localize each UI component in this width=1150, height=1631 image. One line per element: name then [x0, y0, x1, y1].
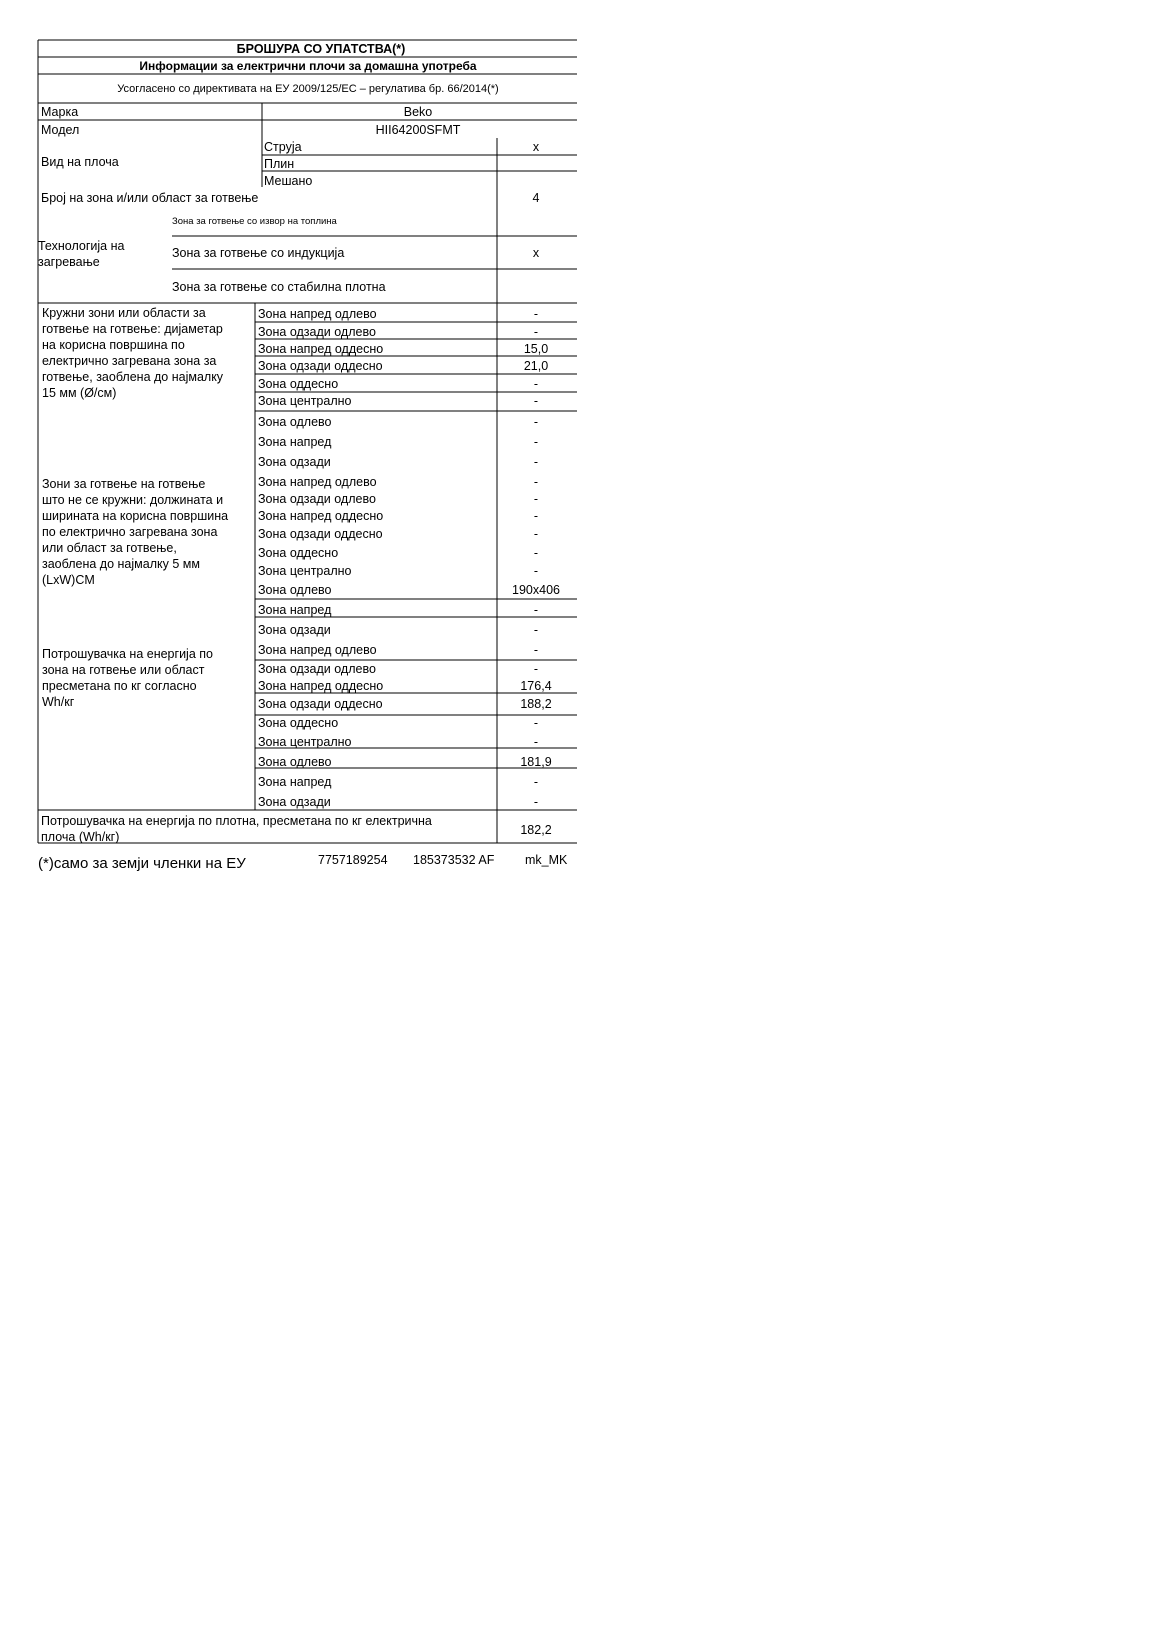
circular-row-value: - [533, 435, 539, 449]
noncircular-row-value: - [533, 492, 539, 506]
energy-zone-row-zone: Зона напред [258, 775, 332, 789]
footer-note: (*)само за земји членки на ЕУ [38, 855, 246, 872]
noncircular-row-zone: Зона напред [258, 603, 332, 617]
noncircular-zones-label [42, 477, 232, 587]
noncircular-row-zone: Зона одзади оддесно [258, 527, 383, 541]
circular-row-value: - [533, 325, 539, 339]
circular-row-value: 15,0 [523, 342, 549, 356]
noncircular-row-value: - [533, 509, 539, 523]
energy-zone-label-line: зона на готвење или област [42, 663, 205, 677]
compliance-note: Усогласено со директивата на ЕУ 2009/125/EC – регулатива бр. 66/2014(*) [117, 83, 499, 95]
energy-hob-value: 182,2 [520, 823, 552, 837]
noncircular-row-zone: Зона напред одлево [258, 475, 377, 489]
energy-zone-row-value: 176,4 [520, 679, 552, 693]
circular-row-value: - [533, 415, 539, 429]
circular-row-value: 21,0 [523, 359, 549, 373]
circular-row-zone: Зона одлево [258, 415, 332, 429]
noncircular-zones-label-line: (LxW)CM [42, 573, 95, 587]
noncircular-row-value: - [533, 546, 539, 560]
noncircular-zones-label-line: заоблена до најмалку 5 мм [42, 557, 200, 571]
heating-tech-label-line: Технологија на [38, 239, 125, 253]
circular-zones-label-line: готвење на готвење: дијаметар [42, 322, 223, 336]
energy-hob-label-line: Потрошувачка на енергија по плотна, пресметана по кг електрична [41, 814, 432, 828]
circular-row-zone: Зона напред [258, 435, 332, 449]
circular-zones-label [42, 306, 227, 400]
energy-zone-label-line: пресметана по кг согласно [42, 679, 197, 693]
noncircular-row-value: - [533, 603, 539, 617]
circular-row-zone: Зона централно [258, 394, 352, 408]
noncircular-zones-label-line: или област за готвење, [42, 541, 177, 555]
circular-row-zone: Зона одзади одлево [258, 325, 376, 339]
circular-row-value: - [533, 394, 539, 408]
noncircular-row-zone: Зона оддесно [258, 546, 339, 560]
circular-row-value: - [533, 377, 539, 391]
heating-tech-induction-value: x [532, 246, 540, 260]
heating-tech-solidplate-label: Зона за готвење со стабилна плотна [172, 280, 386, 294]
energy-hob-label-line: плоча (Wh/кг) [41, 830, 120, 844]
circular-row-value: - [533, 455, 539, 469]
sheet-subtitle: Информации за електрични плочи за домашна употреба [139, 59, 477, 73]
energy-hob-label [41, 814, 435, 844]
circular-zones-label-line: на корисна површина по [42, 338, 185, 352]
noncircular-zones-label-line: што не се кружни: должината и [42, 493, 224, 507]
energy-zone-row-zone: Зона одзади одлево [258, 662, 376, 676]
hob-type-electric-label: Струја [264, 140, 302, 154]
hob-type-label: Вид на плоча [41, 155, 119, 169]
energy-zone-row-zone: Зона напред оддесно [258, 679, 384, 693]
energy-zone-row-value: - [533, 775, 539, 789]
noncircular-row-zone: Зона напред оддесно [258, 509, 384, 523]
heating-tech-radiant-label: Зона за готвење со извор на топлина [172, 216, 337, 227]
zone-count-label: Број на зона и/или област за готвење [41, 191, 259, 205]
energy-zone-row-zone: Зона оддесно [258, 716, 339, 730]
circular-zones-label-line: готвење, заоблена до најмалку [42, 370, 224, 384]
energy-zone-row-value: - [533, 643, 539, 657]
noncircular-zones-label-line: ширината на корисна површина [42, 509, 229, 523]
energy-zone-label-line: Wh/кг [42, 695, 75, 709]
energy-zone-label-line: Потрошувачка на енергија по [42, 647, 213, 661]
heating-tech-induction-label: Зона за готвење со индукција [172, 246, 345, 260]
circular-row-zone: Зона одзади [258, 455, 331, 469]
circular-row-zone: Зона оддесно [258, 377, 339, 391]
model-value: HII64200SFMT [375, 123, 461, 137]
noncircular-row-zone: Зона одлево [258, 583, 332, 597]
footer-code1: 7757189254 [318, 853, 388, 867]
energy-zone-label [42, 647, 216, 709]
energy-zone-row-value: - [533, 716, 539, 730]
noncircular-zones-label-line: по електрично загревана зона [42, 525, 218, 539]
energy-zone-row-value: - [533, 735, 539, 749]
noncircular-zones-label-line: Зони за готвење на готвење [42, 477, 206, 491]
noncircular-row-value: - [533, 564, 539, 578]
energy-zone-row-value: - [533, 795, 539, 809]
noncircular-row-zone: Зона централно [258, 564, 352, 578]
heating-tech-label [38, 239, 128, 269]
energy-zone-row-zone: Зона одлево [258, 755, 332, 769]
circular-row-zone: Зона одзади оддесно [258, 359, 383, 373]
hob-type-mixed-label: Мешано [264, 174, 313, 188]
zone-count-value: 4 [532, 191, 540, 205]
footer-locale: mk_MK [525, 853, 568, 867]
sheet-title: БРОШУРА СО УПАТСТВА(*) [236, 42, 406, 56]
noncircular-row-zone: Зона одзади [258, 623, 331, 637]
energy-zone-row-value: - [533, 662, 539, 676]
energy-zone-row-zone: Зона одзади оддесно [258, 697, 383, 711]
noncircular-row-zone: Зона одзади одлево [258, 492, 376, 506]
energy-zone-row-zone: Зона одзади [258, 795, 331, 809]
energy-zone-row-value: 181,9 [520, 755, 552, 769]
model-label: Модел [41, 123, 80, 137]
heating-tech-label-line: загревање [38, 255, 100, 269]
energy-zone-row-zone: Зона напред одлево [258, 643, 377, 657]
circular-zones-label-line: Кружни зони или области за [42, 306, 206, 320]
circular-zones-label-line: 15 мм (Ø/см) [42, 386, 117, 400]
noncircular-row-value: - [533, 527, 539, 541]
footer-code2: 185373532 AF [413, 853, 495, 867]
hob-type-gas-label: Плин [264, 157, 295, 171]
brand-value: Beko [403, 105, 433, 119]
energy-zone-row-value: 188,2 [520, 697, 552, 711]
circular-zones-label-line: електрично загревана зона за [42, 354, 217, 368]
hob-type-electric-value: x [532, 140, 540, 154]
noncircular-row-value: - [533, 623, 539, 637]
brand-label: Марка [41, 105, 79, 119]
energy-zone-row-zone: Зона централно [258, 735, 352, 749]
noncircular-row-value: - [533, 475, 539, 489]
circular-row-value: - [533, 307, 539, 321]
circular-row-zone: Зона напред оддесно [258, 342, 384, 356]
noncircular-row-value: 190x406 [512, 583, 560, 597]
circular-row-zone: Зона напред одлево [258, 307, 377, 321]
